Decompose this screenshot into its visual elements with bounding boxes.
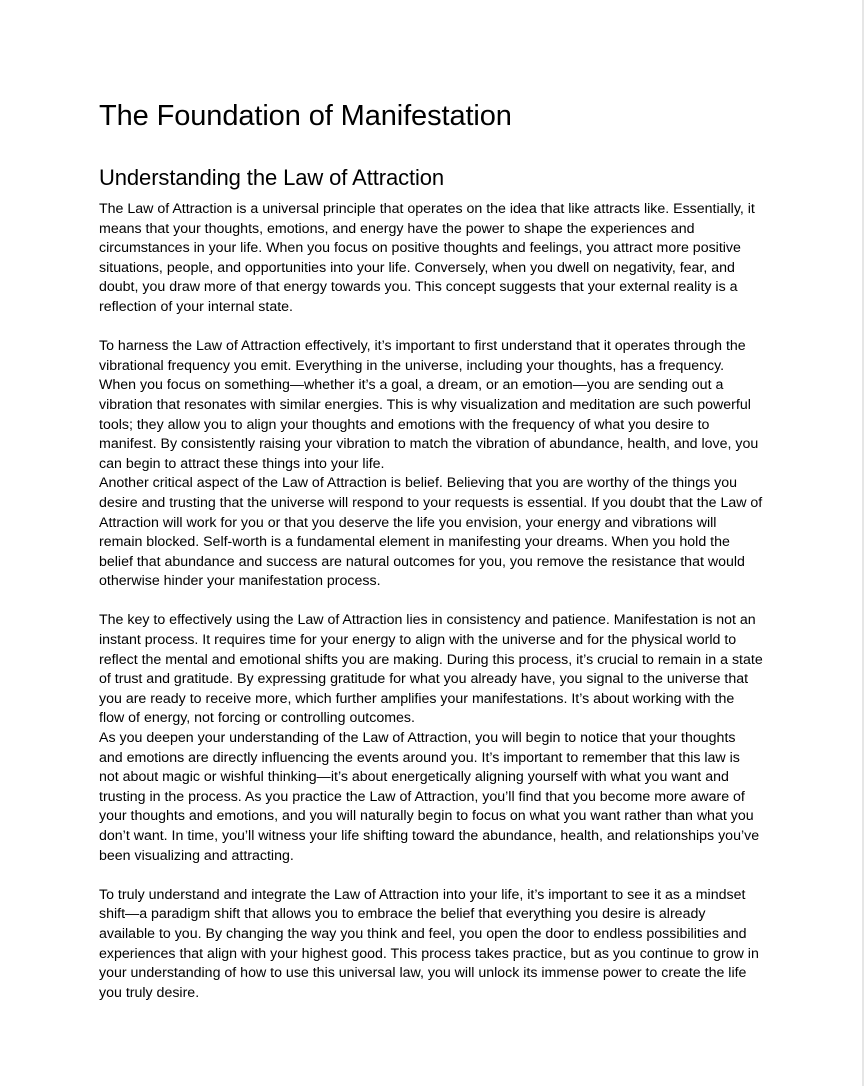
section-heading: Understanding the Law of Attraction xyxy=(99,165,445,190)
paragraph: The key to effectively using the Law of Attraction lies in consistency and patience. Manifestation is not an instant process. It requires time for your energy to align with the universe and for the physical world to reflect the mental and emotional shifts you are making. During this process, it’s crucial to remain in a state of trust and gratitude. By expressing gratitude for what you already have, you signal to the universe that you are ready to receive more, which further amplifies your manifestations. It’s about working with the flow of energy, not forcing or controlling outcomes. xyxy=(99,612,763,727)
paragraph: To harness the Law of Attraction effectively, it’s important to first understand that it operates through the vibrational frequency you emit. Everything in the universe, including your thoughts, has a frequency. When you focus on something—whether it’s a goal, a dream, or an emotion—you are sending out a vibration that resonates with similar energies. This is why visualization and meditation are such powerful tools; they allow you to align your thoughts and emotions with the frequency of what you desire to manifest. By consistently raising your vibration to match the vibration of abundance, health, and love, you can begin to attract these things into your life. xyxy=(99,338,759,472)
document-page xyxy=(99,96,763,1003)
paragraph: The Law of Attraction is a universal principle that operates on the idea that like attracts like. Essentially, it means that your thoughts, emotions, and energy have the power to shape the experiences and circumstances in your life. When you focus on positive thoughts and feelings, you attract more positive situations, people, and opportunities into your life. Conversely, when you dwell on negativity, fear, and doubt, you draw more of that energy towards you. This concept suggests that your external reality is a reflection of your internal state. xyxy=(99,201,755,315)
paragraph: To truly understand and integrate the Law of Attraction into your life, it’s important to see it as a mindset shift—a paradigm shift that allows you to embrace the belief that everything you desire is already available to you. By changing the way you think and feel, you open the door to endless possibilities and experiences that align with your highest good. This process takes practice, but as you continue to grow in your understanding of how to use this universal law, you will unlock its immense power to create the life you truly desire. xyxy=(99,886,759,1001)
paragraph: Another critical aspect of the Law of Attraction is belief. Believing that you are worthy of the things you desire and trusting that the universe will respond to your requests is essential. If you doubt that the Law of Attraction will work for you or that you deserve the life you envision, your energy and vibrations will remain blocked. Self-worth is a fundamental element in manifesting your dreams. When you hold the belief that abundance and success are natural outcomes for you, you remove the resistance that would otherwise hinder your manifestation process. xyxy=(99,475,763,590)
paragraph: As you deepen your understanding of the Law of Attraction, you will begin to notice that your thoughts and emotions are directly influencing the events around you. It’s important to remember that this law is not about magic or wishful thinking—it’s about energetically aligning yourself with what you want and trusting in the process. As you practice the Law of Attraction, you’ll find that you become more aware of your thoughts and emotions, and you will naturally begin to focus on what you want rather than what you don’t want. In time, you’ll witness your life shifting toward the abundance, health, and relationships you’ve been visualizing and attracting. xyxy=(99,730,760,864)
document-title: The Foundation of Manifestation xyxy=(99,100,512,132)
